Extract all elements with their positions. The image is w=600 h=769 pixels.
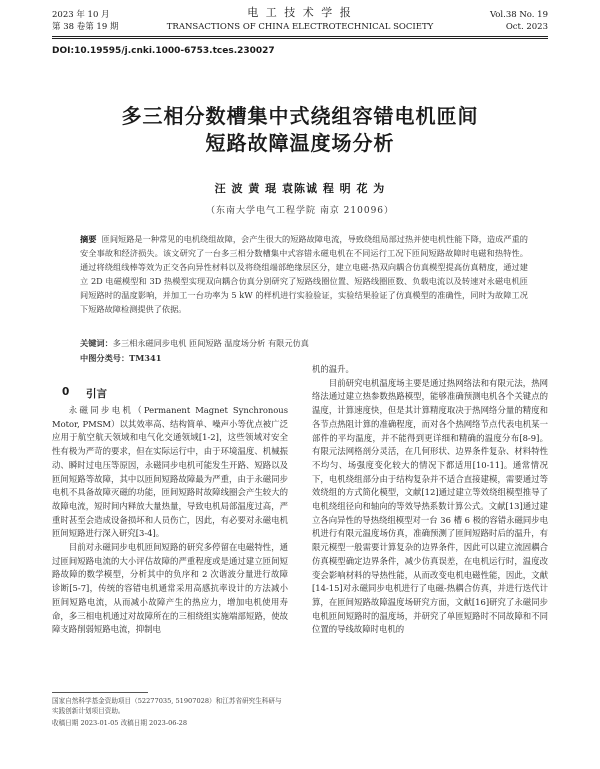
abstract-text: 匝间短路是一种常见的电机绕组故障，会产生很大的短路故障电流，导致绕组局部过热并使电机性能下降，造成严重的安全事故和经济损失。该文研究了一台多三相分数槽集中式容错永磁电机在不同运行工况下匝间短路故障时电磁和热特性。通过将绕组线棒等效为正交各向异性材料以及将绕组端部绝缘层区分，建立电磁-热双向耦合仿真模型提高仿真精度，通过建立 2D 电磁模型和 3D 热模型实现双向耦合仿真分别研究了短路线圈位置、短路线圈匝数、负载电流以及转速对永磁电机匝间短路时的温度影响，并加工一台功率为 5 kW 的样机进行实验验证，实验结果验证了仿真模型的准确性，同时为故障工况下短路故障检测提供了依据。 [80,234,528,315]
header-rule-bottom [52,38,548,39]
left-paragraph-1: 永磁同步电机（Permanent Magnet Synchronous Motor, PMSM）以其效率高、结构简单、噪声小等优点被广泛应用于航空航天领域和电气化交通领域[1-2]，这些领域对安全性有极为严苛的要求，但在实际运行中，由于环境温度、机械振动、瞬时过电压等原因，永磁同步电机可能发生开路、短路以及匝间短路等故障，其中以匝间短路故障最为严重，由于永磁同步电机不具备故障灭磁的功能，匝间短路时故障线圈会产生较大的故障电流，短时间内释放大量热量，导致电机局部温度过高，严重时甚至会造成设备损坏和人员伤亡，因此，有必要对永磁电机匝间短路进行深入研究[3-4]。 [52,405,288,539]
right-paragraph-0: 机的温升。 [312,364,354,374]
header-date: 2023 年 10 月 [52,10,110,20]
authors: 汪 波 黄 琨 袁陈诚 程 明 花 为 [214,182,386,195]
footnote-rule [52,692,148,693]
title-line-2: 短路故障温度场分析 [205,131,395,155]
section-0-number: 0 [62,386,70,398]
section-0-title: 引言 [86,388,107,400]
header-date-en: Oct. 2023 [505,22,548,32]
left-paragraph-2: 目前对永磁同步电机匝间短路的研究多停留在电磁特性，通过匝间短路电流的大小评估故障的严重程度或是通过建立匝间短路故障的数学模型，分析其中的负序和 2 次谐波分量进行故障诊断[5-7]，传统的容错电机通常采用高感抗率设计的方法减小匝间短路电流，从而减小故障产生的热应力，增加电机使用寿命，多三相电机通过对故障所在的三相绕组实施端部短路，使故障支路削弱短路电流，抑制电 [52,542,288,635]
keywords [80,337,528,349]
journal-name-cn: 电 工 技 术 学 报 [247,6,353,19]
abstract [80,232,528,317]
title-line-1: 多三相分数槽集中式绕组容错电机匝间 [121,104,479,128]
header-volume-en: Vol.38 No. 19 [489,10,548,20]
journal-name-en: TRANSACTIONS OF CHINA ELECTROTECHNICAL SOCIETY [166,22,434,32]
keywords-text: 多三相永磁同步电机 匝间短路 温度场分析 有限元仿真 [112,338,309,348]
header-rule-top [52,36,548,37]
keywords-label: 关键词： [80,338,113,348]
clc-value: TM341 [129,353,162,363]
right-paragraph-1: 目前研究电机温度场主要是通过热网络法和有限元法，热网络法通过建立热参数热路模型，能够准确预测电机各个关键点的温度，计算速度快，但是其计算精度取决于热网络分量的精度和各节点热阻计算的准确程度，而对各个热网络节点代表电机某一部件的平均温度，并不能得到更详细和精确的温度分布[8-9]。有限元法网格剖分灵活，在几何形状、边界条件复杂、材料特性不均匀、场强度变化较大的情况下都适用[10-11]。通常情况下，电机绕组部分由于结构复杂并不适合直接建模，需要通过等效绕组的方式简化模型，文献[12]通过建立等效绕组模型推导了电机绕组径向和轴向的等效导热系数计算公式。文献[13]通过建立各向异性的导热绕组模型对一台 36 槽 6 极的容错永磁同步电机进行有限元温度场仿真，准确预测了匝间短路时后的温升，有限元模型一般需要计算复杂的边界条件，因此可以建立流固耦合仿真模型确定边界条件，减少仿真误差，在电机运行时，温度改变会影响材料的导热性能，从而改变电机电磁性能，因此，文献[14-15]对永磁同步电机进行了电磁-热耦合仿真，并进行迭代计算，在匝间短路故障温度场研究方面，文献[16]研究了永磁同步电机匝间短路时的温度场，并研究了单匝短路时不同故障和不同位置的导线故障时电机的 [312,377,548,635]
abstract-label: 摘要 [80,234,97,244]
left-column [52,404,288,684]
clc-label: 中图分类号： [80,353,130,363]
header-volume-cn: 第 38 卷第 19 期 [52,22,119,32]
doi: DOI:10.19595/j.cnki.1000-6753.tces.230027 [52,46,275,56]
footnote-dates: 收稿日期 2023-01-05 改稿日期 2023-06-28 [52,719,188,727]
footnote-funding: 国家自然科学基金资助项目（52277035, 51907028）和江苏省研究生科研与实践创新计划项目资助。 [52,697,282,715]
right-column [312,363,548,763]
affiliation: （东南大学电气工程学院 南京 210096） [205,206,395,216]
